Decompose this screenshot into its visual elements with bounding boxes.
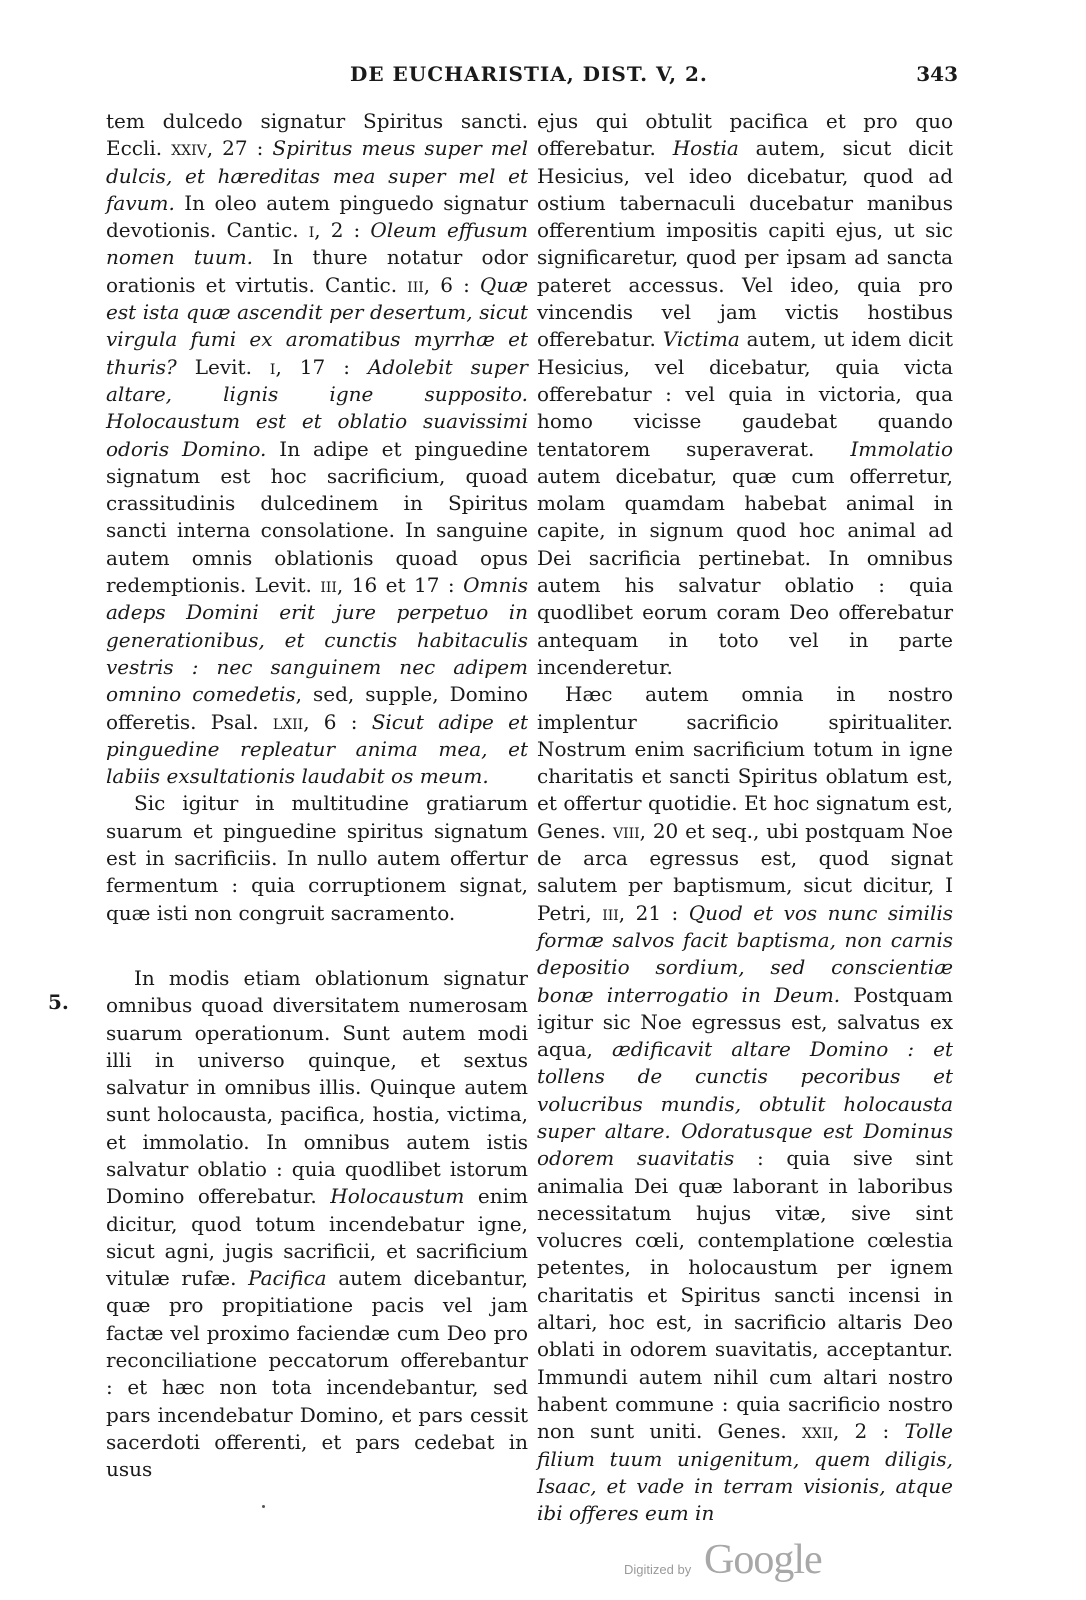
text-run: In thure notatur odor orationis et virtutis. Cantic. bbox=[106, 245, 528, 297]
text-run: , 6 : bbox=[423, 272, 480, 297]
italic-text: Quæ est ista quæ ascendit per desertum, sicut virgula fumi ex aromatibus myrrhæ et thuris? bbox=[106, 272, 528, 379]
paragraph bbox=[537, 681, 953, 1527]
text-run: , 27 : bbox=[206, 136, 273, 161]
roman-numeral: lxii bbox=[272, 709, 304, 734]
italic-text: Tolle filium tuum unigenitum, quem diligis, Isaac, et vade in terram visionis, atque ibi offeres eum in bbox=[537, 1419, 953, 1526]
italic-text: Spiritus meus super mel dulcis, et hæreditas mea super mel et favum. bbox=[106, 136, 528, 215]
text-run: Postquam igitur sic Noe egressus est, salvatus ex aqua, bbox=[537, 982, 953, 1062]
roman-numeral: xxiv bbox=[171, 136, 207, 161]
left-column bbox=[106, 108, 528, 1484]
running-title: DE EUCHARISTIA, DIST. V, 2. bbox=[350, 62, 708, 86]
section-number: 5. bbox=[48, 990, 69, 1014]
roman-numeral: iii bbox=[407, 272, 424, 297]
roman-numeral: i bbox=[269, 354, 276, 379]
text-run: In adipe et pinguedine signatum est hoc sacrificium, quoad crassitudinis dulcedinem in Spiritus sancti interna consolatione. In sanguine autem omnis oblationis quoad opus redemptionis. Levit. bbox=[106, 436, 528, 598]
italic-text: Sicut adipe et pinguedine repleatur anima mea, et labiis exsultationis laudabit os meum. bbox=[106, 709, 528, 789]
italic-text: Oleum effusum nomen tuum. bbox=[106, 218, 528, 270]
google-logo: Google bbox=[704, 1537, 822, 1583]
text-run: , 21 : bbox=[618, 900, 689, 925]
italic-text: Hostia bbox=[672, 136, 739, 161]
text-run: Levit. bbox=[176, 354, 270, 379]
italic-text: Pacifica bbox=[248, 1266, 327, 1291]
text-run: autem, sicut dicit Hesicius, vel ideo dicebatur, quod ad ostium tabernaculi ducebatur manibus offerentium impositis capiti ejus, ut sic significaretur, quod per ipsam ad sancta pateret accessus. Vel ideo, quia pro vincendis vel jam victis hostibus offerebatur. bbox=[537, 136, 953, 352]
paragraph bbox=[537, 108, 953, 681]
italic-text: Holocaustum bbox=[330, 1184, 465, 1209]
text-run: , 2 : bbox=[832, 1419, 905, 1444]
text-run: , 6 : bbox=[303, 709, 372, 734]
text-run: , 17 : bbox=[275, 354, 368, 379]
right-column bbox=[537, 108, 953, 1527]
roman-numeral: iii bbox=[320, 573, 337, 598]
text-run: , 2 : bbox=[314, 218, 371, 243]
text-run: , sed, supple, Domino offeretis. Psal. bbox=[106, 682, 528, 734]
page-number: 343 bbox=[916, 62, 958, 86]
roman-numeral: viii bbox=[612, 818, 640, 843]
text-run: In oleo autem pinguedo signatur devotionis. Cantic. bbox=[106, 190, 528, 243]
text-run: enim dicitur, quod totum incendebatur igne, sicut agni, jugis sacrificii, et sacrificium vitulæ rufæ. bbox=[106, 1184, 528, 1291]
text-run: autem dicebatur, quæ cum offerretur, molam quamdam habebat animal in capite, in signum quod hoc animal ad Dei sacrificia pertinebat. In omnibus autem his salvatur oblatio : quia quodlibet eorum coram Deo offerebatur antequam in toto vel in parte incenderetur. bbox=[537, 463, 953, 679]
roman-numeral: i bbox=[308, 218, 315, 243]
text-run: : quia sive sint animalia Dei quæ laborant in laboribus necessitatum hujus vitæ, sive sint volucres cœli, contemplatione cœlestia petentes, in holocaustum per ignem charitatis et Spiritus sancti incensi in altari, hoc est, in sacrificio altaris Deo oblati in odorem suavitatis, acceptantur. Immundi autem nihil cum altari nostro habent commune : quia sacrificio nostro non sunt uniti. Genes. bbox=[537, 1146, 953, 1444]
italic-text: ædificavit altare Domino : et tollens de cunctis pecoribus et volucribus mundis, obtulit holocausta super altare. Odoratusque est Dominus odorem suavitatis bbox=[537, 1037, 954, 1171]
italic-text: Quod et vos nunc similis formæ salvos facit baptisma, non carnis depositio sordium, sed conscientiæ bonæ interrogatio in Deum. bbox=[537, 900, 953, 1007]
text-run: Hæc autem omnia in nostro implentur sacrificio spiritualiter. Nostrum enim sacrificium totum in igne charitatis et sancti Spiritus oblatum est, et offertur quotidie. Et hoc signatum est, Genes. bbox=[537, 682, 953, 843]
text-run: , 16 et 17 : bbox=[336, 573, 464, 598]
text-run: Sic igitur in multitudine gratiarum suarum et pinguedine spiritus signatum est in sacrificiis. In nullo autem offertur fermentum : quia corruptionem signat, quæ isti non congruit sacramento. bbox=[106, 791, 528, 925]
running-head bbox=[0, 62, 1086, 92]
text-run: In modis etiam oblationum signatur omnibus quoad diversitatem numerosam suarum operationum. Sunt autem modi illi in universo quinque, et sextus salvatur in omnibus illis. Quinque autem sunt holocausta, pacifica, hostia, victima, et immolatio. In omnibus autem istis salvatur oblatio : quia quodlibet istorum Domino offerebatur. bbox=[106, 965, 528, 1209]
text-run: autem, ut idem dicit Hesicius, vel dicebatur, quia victa offerebatur : vel quia in victoria, qua homo vicisse gaudebat quando tentatorem superaverat. bbox=[537, 327, 953, 461]
paragraph bbox=[106, 790, 528, 926]
section-break bbox=[106, 927, 528, 965]
italic-text: Immolatio bbox=[850, 436, 953, 461]
digitization-watermark bbox=[608, 1534, 868, 1584]
roman-numeral: xxii bbox=[801, 1419, 833, 1444]
ink-speck bbox=[262, 1505, 265, 1508]
text-run: ejus qui obtulit pacifica et pro quo offerebatur. bbox=[537, 109, 953, 161]
italic-text: Omnis adeps Domini erit jure perpetuo in generationibus, et cunctis habitaculis vestris : nec sanguinem nec adipem omnino comedetis bbox=[106, 573, 528, 707]
text-run: tem dulcedo signatur Spiritus sancti. Eccli. bbox=[106, 109, 528, 161]
italic-text: Adolebit super altare, lignis igne supposito. Holocaustum est et oblatio suavissimi odoris Domino. bbox=[106, 354, 528, 461]
roman-numeral: iii bbox=[602, 900, 619, 925]
digitized-by-label: Digitized by bbox=[624, 1562, 692, 1577]
italic-text: Victima bbox=[662, 327, 740, 352]
paragraph bbox=[106, 965, 528, 1484]
paragraph bbox=[106, 108, 528, 790]
text-run: autem dicebantur, quæ pro propitiatione pacis vel jam factæ vel proximo faciendæ cum Deo pro reconciliatione peccatorum offerebantur : et hæc non tota incendebantur, sed pars incendebatur Domino, et pars cessit sacerdoti offerenti, et pars cedebat in usus bbox=[106, 1266, 528, 1482]
text-run: , 20 et seq., ubi postquam Noe de arca egressus est, quod signat salutem per baptismum, sicut dicitur, I Petri, bbox=[537, 818, 953, 925]
